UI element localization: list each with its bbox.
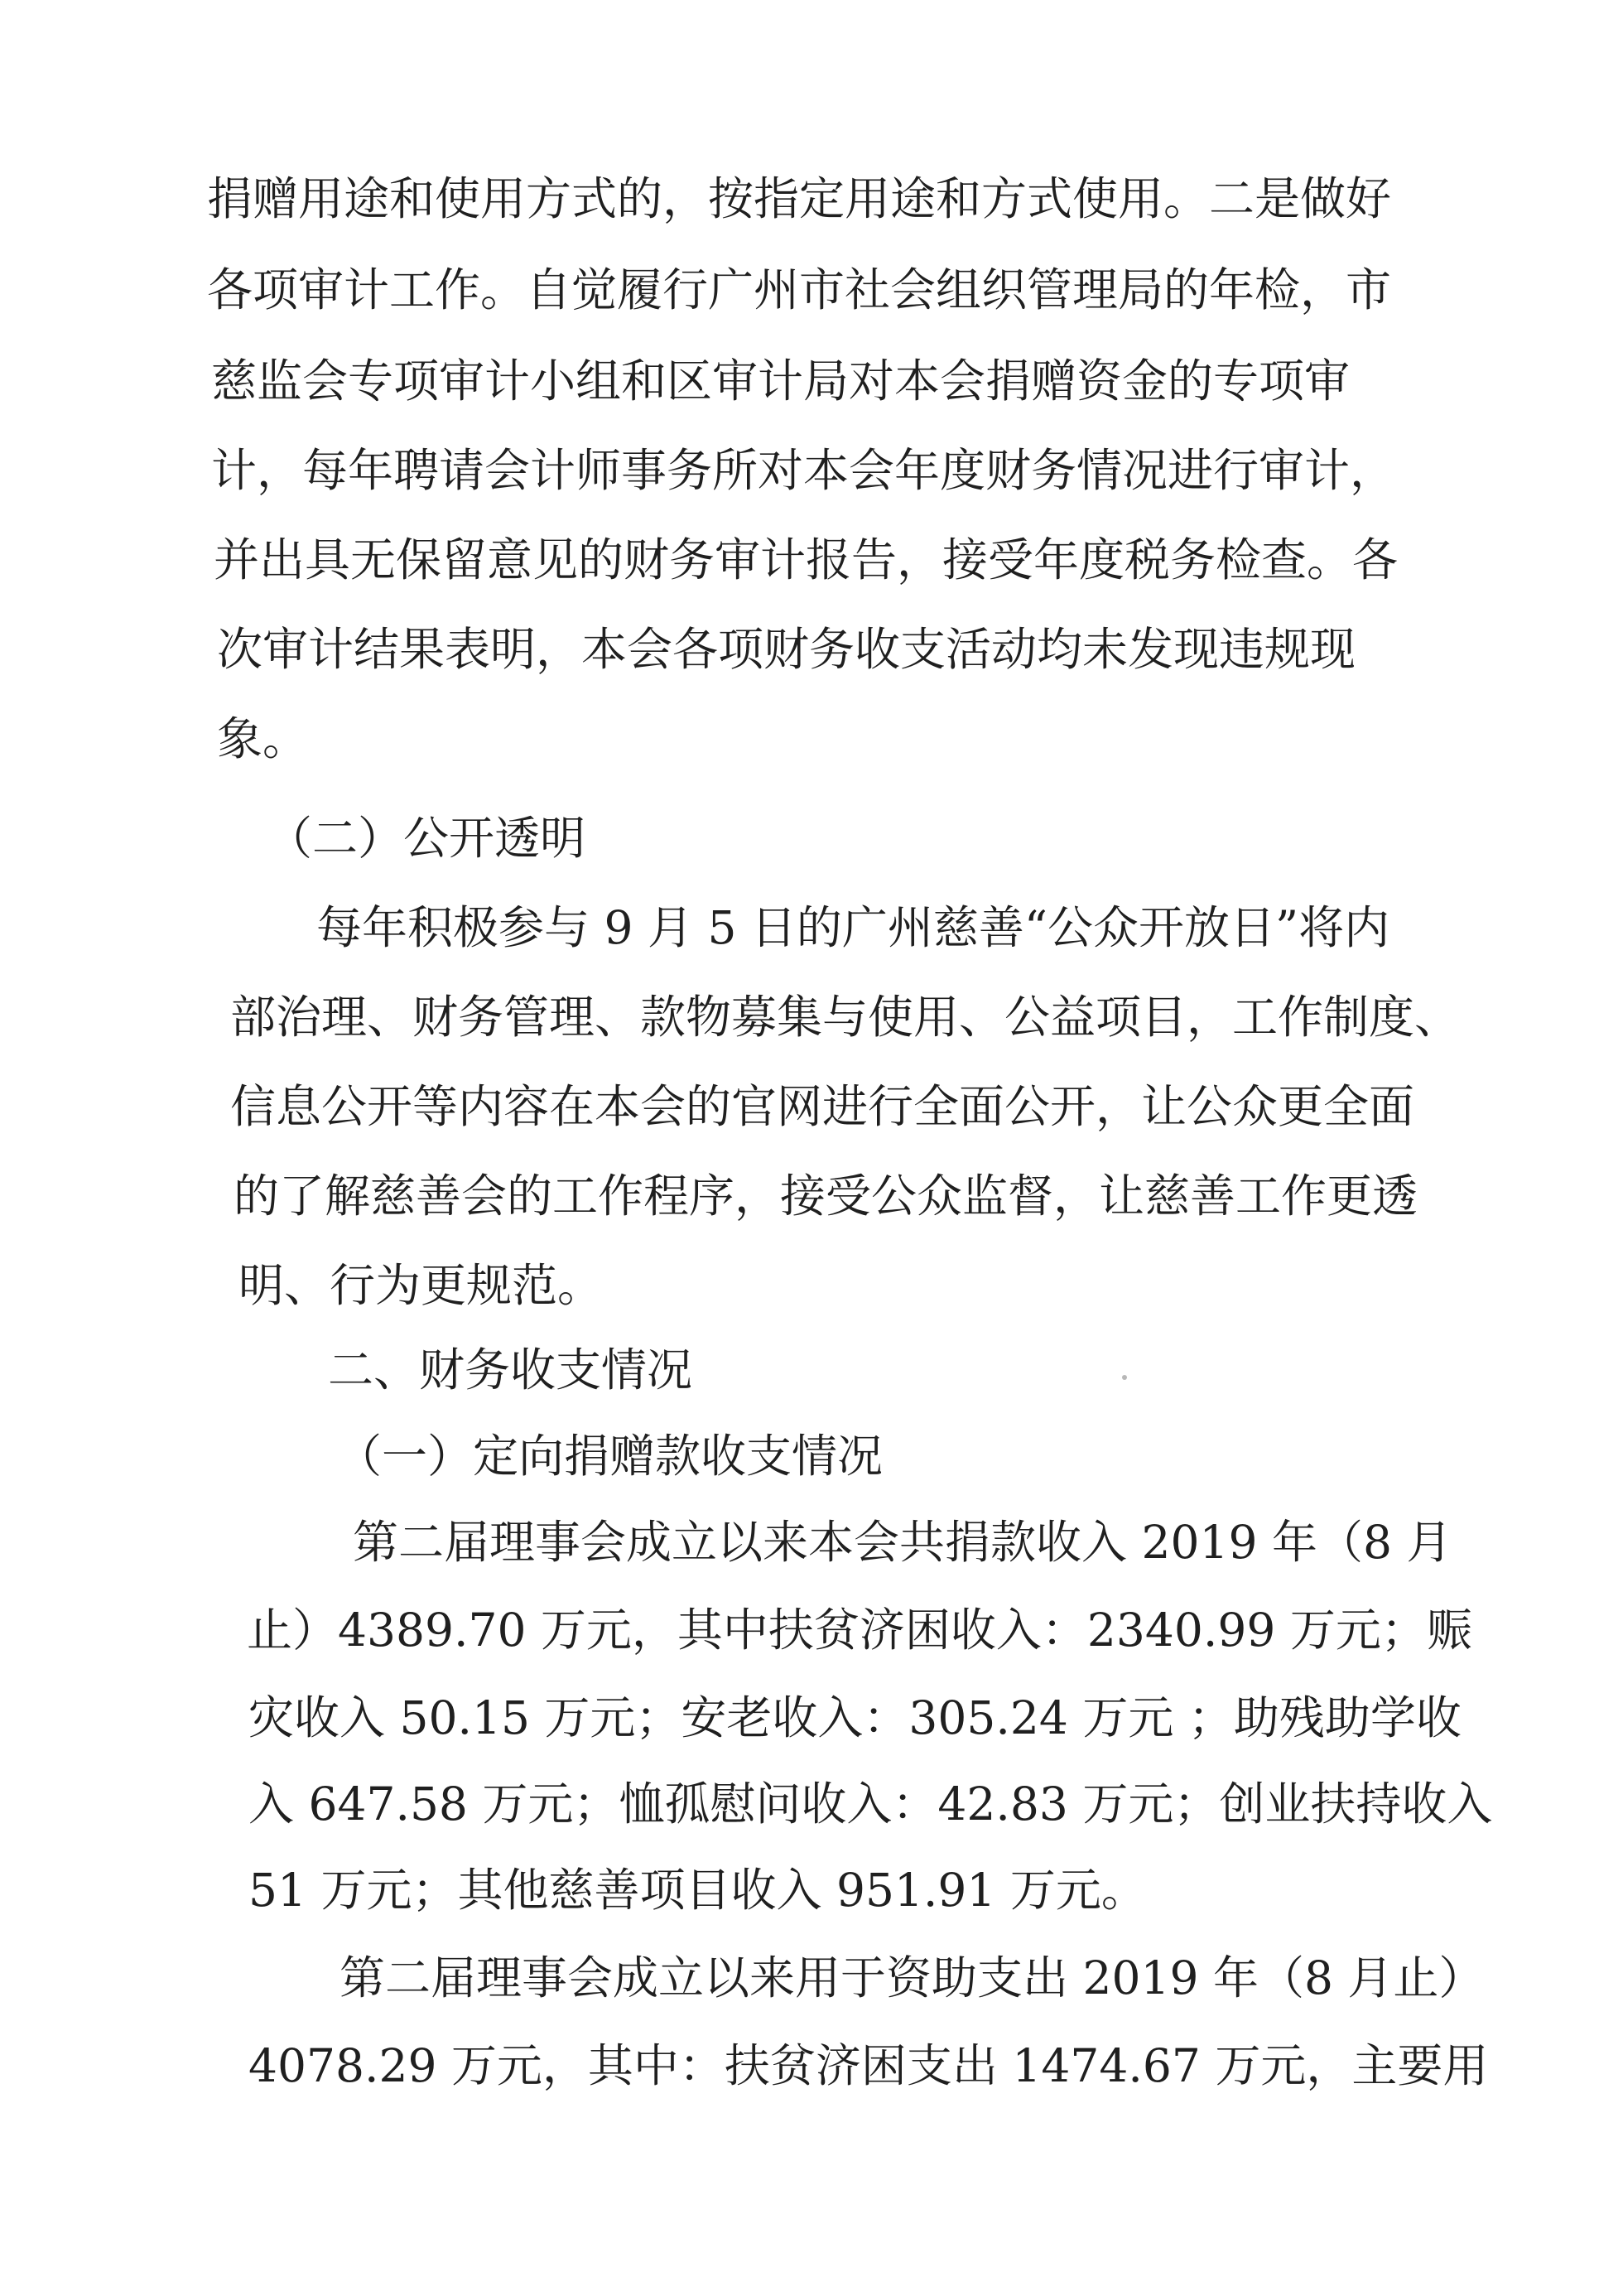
text-line: 止）4389.70 万元，其中扶贫济困收入：2340.99 万元；赈 bbox=[247, 1604, 1472, 1657]
text-line: 慈监会专项审计小组和区审计局对本会捐赠资金的专项审 bbox=[211, 355, 1351, 408]
text-line: 信息公开等内容在本会的官网进行全面公开，让公众更全面 bbox=[230, 1080, 1415, 1133]
text-line: 并出具无保留意见的财务审计报告，接受年度税务检查。各 bbox=[214, 533, 1399, 586]
text-line: 每年积极参与 9 月 5 日的广州慈善“公众开放日”将内 bbox=[316, 901, 1390, 954]
text-line: 入 647.58 万元；恤孤慰问收入：42.83 万元；创业扶持收入 bbox=[248, 1777, 1493, 1831]
section-heading: 二、财务收支情况 bbox=[328, 1343, 693, 1396]
text-line: 4078.29 万元，其中：扶贫济困支出 1474.67 万元，主要用 bbox=[248, 2039, 1489, 2092]
text-line: 的了解慈善会的工作程序，接受公众监督，让慈善工作更透 bbox=[234, 1170, 1418, 1223]
text-line: 计，每年聘请会计师事务所对本会年度财务情况进行审计， bbox=[211, 444, 1396, 497]
text-line: 部治理、财务管理、款物募集与使用、公益项目，工作制度、 bbox=[230, 991, 1461, 1044]
text-line: 51 万元；其他慈善项目收入 951.91 万元。 bbox=[248, 1864, 1147, 1917]
text-line: 各项审计工作。自觉履行广州市社会组织管理局的年检，市 bbox=[207, 263, 1392, 316]
text-line: 捐赠用途和使用方式的，按指定用途和方式使用。二是做好 bbox=[207, 172, 1392, 225]
text-line: 象。 bbox=[217, 712, 309, 765]
text-line: 灾收入 50.15 万元；安老收入：305.24 万元 ；助残助学收 bbox=[248, 1691, 1462, 1744]
section-heading: （一）定向捐赠款收支情况 bbox=[336, 1430, 884, 1483]
text-line: 第二届理事会成立以来本会共捐款收入 2019 年（8 月 bbox=[353, 1516, 1452, 1569]
scan-speck bbox=[1122, 1375, 1127, 1380]
text-line: 次审计结果表明，本会各项财务收支活动均未发现违规现 bbox=[217, 623, 1356, 676]
text-line: 第二届理事会成立以来用于资助支出 2019 年（8 月止） bbox=[340, 1951, 1485, 2004]
section-heading: （二）公开透明 bbox=[267, 812, 586, 865]
text-line: 明、行为更规范。 bbox=[238, 1259, 604, 1312]
